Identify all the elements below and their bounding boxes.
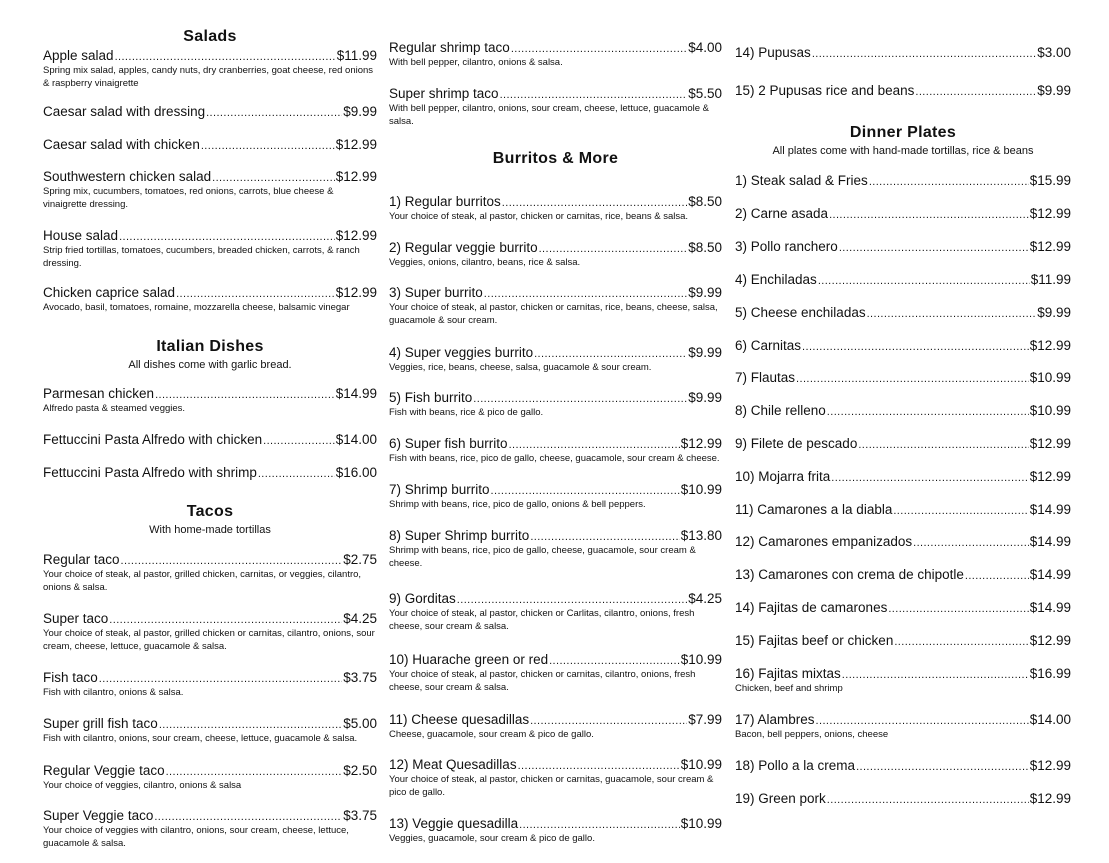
dot-leader (549, 652, 680, 667)
dot-leader (154, 808, 342, 823)
menu-item (735, 436, 1071, 451)
menu-item-line (735, 305, 1071, 320)
dot-leader (518, 757, 680, 772)
menu-item (735, 272, 1071, 287)
menu-item-line (43, 48, 377, 63)
menu-item-name: 19) Green pork (735, 791, 826, 806)
salads-heading: Salads (183, 28, 237, 45)
menu-item-line (389, 528, 722, 543)
menu-item-name: 14) Pupusas (735, 45, 811, 60)
menu-item (43, 808, 377, 850)
dot-leader (858, 436, 1028, 451)
menu-item-line (735, 534, 1071, 549)
menu-item-line (735, 272, 1071, 287)
menu-item-price: $9.99 (688, 345, 722, 360)
dot-leader (109, 611, 342, 626)
menu-item-price: $10.99 (680, 816, 722, 831)
menu-item (735, 83, 1071, 98)
menu-item (43, 169, 377, 211)
dot-leader (913, 534, 1029, 549)
menu-item (43, 285, 377, 314)
menu-item (389, 652, 722, 694)
dot-leader (827, 403, 1029, 418)
dot-leader (530, 712, 687, 727)
menu-item-price: $14.00 (335, 432, 377, 447)
menu-item-name: 16) Fajitas mixtas (735, 666, 841, 681)
menu-item-price: $12.99 (680, 436, 722, 451)
menu-item-line (389, 482, 722, 497)
menu-item-line (389, 652, 722, 667)
menu-item-name: Regular taco (43, 552, 120, 567)
menu-item-name: 14) Fajitas de camarones (735, 600, 888, 615)
menu-item-description: Chicken, beef and shrimp (735, 683, 843, 694)
dinner-heading: Dinner Plates (849, 124, 957, 141)
dot-leader (500, 86, 688, 101)
menu-item-name: 18) Pollo a la crema (735, 758, 856, 773)
menu-item-line (735, 45, 1071, 60)
menu-item (389, 390, 722, 419)
menu-item-name: 4) Enchiladas (735, 272, 817, 287)
menu-item-price: $12.99 (1029, 436, 1071, 451)
menu-item-description: With bell pepper, cilantro, onions, sour cream, cheese, lettuce, guacamole & salsa. (389, 103, 710, 127)
menu-item-description: Your choice of steak, al pastor, grilled chicken or carnitas, cilantro, onions, sour cream, cheese, lettuce, guacamole & salsa. (43, 628, 375, 652)
dot-leader (99, 670, 342, 685)
menu-item (735, 45, 1071, 60)
menu-item-name: 15) Fajitas beef or chicken (735, 633, 894, 648)
menu-item-price: $12.99 (335, 285, 377, 300)
menu-item-price: $13.80 (680, 528, 722, 543)
menu-item-name: 5) Fish burrito (389, 390, 473, 405)
menu-item-price: $10.99 (1029, 403, 1071, 418)
menu-item-price: $12.99 (1029, 239, 1071, 254)
menu-item-name: Caesar salad with chicken (43, 137, 200, 152)
menu-item-name: 1) Steak salad & Fries (735, 173, 868, 188)
menu-item (735, 173, 1071, 188)
menu-item-price: $12.99 (1029, 791, 1071, 806)
menu-item-name: Super grill fish taco (43, 716, 158, 731)
menu-item-description: Your choice of steak, al pastor, chicken or carnitas, guacamole, sour cream & pico de gallo. (389, 774, 714, 798)
menu-item-description: Your choice of steak, al pastor, chicken or carnitas, rice, beans & salsa. (389, 211, 689, 222)
menu-item-price: $16.99 (1029, 666, 1071, 681)
menu-item (735, 305, 1071, 320)
dot-leader (816, 712, 1029, 727)
menu-item-price: $4.25 (688, 591, 722, 606)
menu-item-name: 17) Alambres (735, 712, 815, 727)
dot-leader (509, 436, 680, 451)
dot-leader (856, 758, 1029, 773)
menu-item (389, 528, 722, 570)
menu-item-name: Super Veggie taco (43, 808, 154, 823)
menu-item-line (43, 763, 377, 778)
tacos-heading: Tacos (186, 503, 234, 520)
dot-leader (201, 137, 335, 152)
menu-item-description: Spring mix, cucumbers, tomatoes, red onions, carrots, blue cheese & vinaigrette dressing. (43, 186, 334, 210)
menu-item-price: $9.99 (688, 285, 722, 300)
menu-item-price: $9.99 (1037, 305, 1071, 320)
menu-item-line (735, 633, 1071, 648)
menu-item-line (389, 345, 722, 360)
menu-item-name: 7) Shrimp burrito (389, 482, 490, 497)
menu-item (43, 432, 377, 447)
menu-item-price: $9.99 (688, 390, 722, 405)
menu-item-price: $16.00 (335, 465, 377, 480)
dot-leader (519, 816, 680, 831)
menu-item-name: 8) Super Shrimp burrito (389, 528, 530, 543)
menu-item-price: $14.99 (1029, 534, 1071, 549)
dot-leader (839, 239, 1029, 254)
menu-item-line (389, 40, 722, 55)
menu-item (43, 137, 377, 152)
menu-item-price: $4.25 (343, 611, 377, 626)
menu-item (389, 285, 722, 327)
menu-item-price: $5.50 (688, 86, 722, 101)
menu-item-line (389, 757, 722, 772)
menu-item-description: Shrimp with beans, rice, pico de gallo, onions & bell peppers. (389, 499, 646, 510)
menu-item-description: Fish with beans, rice, pico de gallo, cheese, guacamole, sour cream & cheese. (389, 453, 720, 464)
menu-item-line (43, 808, 377, 823)
italian-heading-block (43, 338, 377, 371)
menu-item-name: 11) Camarones a la diabla (735, 502, 893, 517)
menu-item-name: Fettuccini Pasta Alfredo with shrimp (43, 465, 257, 480)
menu-item-price: $12.99 (1029, 469, 1071, 484)
menu-item-name: Fettuccini Pasta Alfredo with chicken (43, 432, 263, 447)
menu-item-price: $12.99 (1029, 758, 1071, 773)
menu-item-name: 10) Huarache green or red (389, 652, 549, 667)
menu-item-price: $2.75 (343, 552, 377, 567)
salads-heading-block (43, 28, 377, 46)
menu-item-line (389, 436, 722, 451)
italian-subtitle: All dishes come with garlic bread. (128, 359, 292, 371)
menu-item (735, 600, 1071, 615)
dot-leader (842, 666, 1029, 681)
menu-item-description: Bacon, bell peppers, onions, cheese (735, 729, 889, 740)
menu-item-price: $15.99 (1029, 173, 1071, 188)
menu-item-name: Chicken caprice salad (43, 285, 176, 300)
dot-leader (796, 370, 1029, 385)
menu-item-price: $12.99 (1029, 633, 1071, 648)
dot-leader (115, 48, 336, 63)
menu-item-line (735, 600, 1071, 615)
menu-item (735, 758, 1071, 773)
dot-leader (206, 104, 342, 119)
menu-item-price: $8.50 (688, 240, 722, 255)
menu-item-line (43, 386, 377, 401)
menu-item-name: 7) Flautas (735, 370, 796, 385)
menu-item-description: Your choice of steak, al pastor, chicken or Carlitas, cilantro, onions, fresh cheese, sour cream & salsa. (389, 608, 695, 632)
menu-item (389, 345, 722, 374)
menu-item-line (43, 169, 377, 184)
menu-item-line (735, 567, 1071, 582)
menu-item-line (735, 502, 1071, 517)
menu-item-name: 1) Regular burritos (389, 194, 501, 209)
menu-item-price: $7.99 (688, 712, 722, 727)
dot-leader (827, 791, 1029, 806)
menu-item-price: $14.00 (1029, 712, 1071, 727)
menu-item-line (43, 716, 377, 731)
menu-item-name: 15) 2 Pupusas rice and beans (735, 83, 915, 98)
menu-item-line (43, 137, 377, 152)
menu-item-line (389, 86, 722, 101)
menu-item-description: Alfredo pasta & steamed veggies. (43, 403, 186, 414)
menu-item (735, 502, 1071, 517)
menu-item-name: 12) Meat Quesadillas (389, 757, 517, 772)
menu-item-line (389, 194, 722, 209)
dot-leader (867, 305, 1037, 320)
menu-item-name: 6) Carnitas (735, 338, 802, 353)
menu-item-description: Your choice of steak, al pastor, chicken or carnitas, rice, beans, cheese, salsa, guacamole & sour cream. (389, 302, 718, 326)
dot-leader (915, 83, 1036, 98)
menu-item (43, 386, 377, 415)
menu-item-price: $5.00 (343, 716, 377, 731)
dot-leader (802, 338, 1029, 353)
menu-item (43, 763, 377, 792)
dot-leader (511, 40, 687, 55)
dot-leader (166, 763, 343, 778)
dot-leader (831, 469, 1028, 484)
menu-item (735, 712, 1071, 741)
menu-item (389, 40, 722, 69)
menu-item-name: Fish taco (43, 670, 98, 685)
menu-item-name: 12) Camarones empanizados (735, 534, 913, 549)
menu-item-line (735, 173, 1071, 188)
menu-item-line (735, 338, 1071, 353)
menu-item-name: 9) Filete de pescado (735, 436, 858, 451)
menu-item-line (735, 83, 1071, 98)
menu-item (735, 534, 1071, 549)
menu-item-description: With bell pepper, cilantro, onions & salsa. (389, 57, 563, 68)
dot-leader (893, 502, 1028, 517)
menu-item (43, 228, 377, 270)
menu-item (735, 370, 1071, 385)
menu-item (43, 670, 377, 699)
menu-item-description: Your choice of veggies, cilantro, onions & salsa (43, 780, 242, 791)
dot-leader (491, 482, 680, 497)
menu-item-line (43, 432, 377, 447)
menu-item-name: Super shrimp taco (389, 86, 499, 101)
menu-item-description: Avocado, basil, tomatoes, romaine, mozzarella cheese, balsamic vinegar (43, 302, 350, 313)
menu-item-line (43, 228, 377, 243)
menu-item (735, 791, 1071, 806)
menu-item (735, 239, 1071, 254)
menu-item-line (735, 403, 1071, 418)
menu-item-price: $14.99 (335, 386, 377, 401)
menu-item-price: $12.99 (1029, 338, 1071, 353)
dot-leader (176, 285, 335, 300)
menu-item-line (735, 712, 1071, 727)
menu-item-line (389, 591, 722, 606)
menu-item-description: Spring mix salad, apples, candy nuts, dry cranberries, goat cheese, red onions & raspberry vinaigrette (43, 65, 374, 89)
menu-item-price: $10.99 (1029, 370, 1071, 385)
menu-item (735, 469, 1071, 484)
menu-item (735, 338, 1071, 353)
burritos-heading-block (389, 150, 722, 168)
menu-item-price: $11.99 (336, 48, 377, 63)
menu-item-name: 13) Camarones con crema de chipotle (735, 567, 964, 582)
menu-item-description: Shrimp with beans, rice, pico de gallo, cheese, guacamole, sour cream & cheese. (389, 545, 696, 569)
tacos-subtitle: With home-made tortillas (149, 524, 271, 536)
dot-leader (539, 240, 688, 255)
menu-item (43, 552, 377, 594)
menu-item-description: Strip fried tortillas, tomatoes, cucumbers, breaded chicken, carrots, & ranch dressing. (43, 245, 360, 269)
dot-leader (457, 591, 687, 606)
menu-item-line (735, 206, 1071, 221)
italian-heading: Italian Dishes (156, 338, 264, 355)
menu-item (43, 465, 377, 480)
menu-item-price: $9.99 (343, 104, 377, 119)
menu-item-price: $12.99 (335, 228, 377, 243)
menu-item-price: $14.99 (1029, 567, 1071, 582)
menu-item-line (389, 240, 722, 255)
menu-item-line (735, 370, 1071, 385)
dot-leader (258, 465, 335, 480)
dot-leader (119, 228, 335, 243)
menu-item (735, 567, 1071, 582)
menu-item-description: Your choice of steak, al pastor, grilled chicken, carnitas, or veggies, cilantro, onions & salsa. (43, 569, 362, 593)
menu-item (389, 757, 722, 799)
menu-item (735, 666, 1071, 695)
menu-item (735, 206, 1071, 221)
menu-item-name: 10) Mojarra frita (735, 469, 831, 484)
menu-item (389, 194, 722, 223)
menu-item-price: $11.99 (1030, 272, 1071, 287)
menu-item-price: $12.99 (335, 169, 377, 184)
menu-item (389, 482, 722, 511)
menu-item-line (735, 239, 1071, 254)
menu-item-price: $8.50 (688, 194, 722, 209)
dinner-heading-block (735, 124, 1071, 157)
menu-item-name: 3) Super burrito (389, 285, 483, 300)
menu-item (389, 86, 722, 128)
menu-item-line (43, 552, 377, 567)
menu-item (43, 611, 377, 653)
menu-item-line (389, 390, 722, 405)
dot-leader (888, 600, 1028, 615)
menu-item (43, 48, 377, 90)
menu-item-name: 2) Carne asada (735, 206, 829, 221)
menu-item-line (735, 666, 1071, 681)
menu-item-line (389, 285, 722, 300)
dot-leader (159, 716, 342, 731)
menu-item-price: $3.75 (343, 670, 377, 685)
menu-item-name: 11) Cheese quesadillas (389, 712, 530, 727)
menu-item-price: $10.99 (680, 482, 722, 497)
menu-item-line (389, 816, 722, 831)
dot-leader (869, 173, 1029, 188)
menu-item-line (43, 670, 377, 685)
dot-leader (155, 386, 335, 401)
menu-item-price: $4.00 (688, 40, 722, 55)
dot-leader (484, 285, 687, 300)
menu-item-description: Your choice of veggies with cilantro, onions, sour cream, cheese, lettuce, guacamole & salsa. (43, 825, 349, 849)
dot-leader (530, 528, 679, 543)
menu-item (43, 104, 377, 119)
menu-item-name: Regular shrimp taco (389, 40, 510, 55)
menu-item (735, 403, 1071, 418)
menu-item-price: $10.99 (680, 652, 722, 667)
dot-leader (812, 45, 1036, 60)
menu-item-name: 13) Veggie quesadilla (389, 816, 519, 831)
menu-item-line (43, 285, 377, 300)
menu-item (389, 712, 722, 741)
menu-item-description: Veggies, onions, cilantro, beans, rice & salsa. (389, 257, 581, 268)
menu-item-price: $2.50 (343, 763, 377, 778)
menu-item-line (43, 465, 377, 480)
menu-item-price: $12.99 (335, 137, 377, 152)
menu-item-price: $3.75 (343, 808, 377, 823)
dot-leader (212, 169, 335, 184)
menu-item-name: 9) Gorditas (389, 591, 456, 606)
menu-item-name: Caesar salad with dressing (43, 104, 206, 119)
menu-item-name: 3) Pollo ranchero (735, 239, 838, 254)
menu-item-description: Your choice of steak, al pastor, chicken or carnitas, cilantro, onions, fresh cheese, sour cream & salsa. (389, 669, 696, 693)
menu-item (389, 591, 722, 633)
menu-item (735, 633, 1071, 648)
menu-item-line (735, 469, 1071, 484)
dot-leader (829, 206, 1029, 221)
menu-item-description: Veggies, guacamole, sour cream & pico de gallo. (389, 833, 595, 844)
menu-item-line (43, 104, 377, 119)
dot-leader (121, 552, 343, 567)
menu-item (389, 436, 722, 465)
dot-leader (502, 194, 687, 209)
menu-item-line (735, 436, 1071, 451)
menu-item-name: Southwestern chicken salad (43, 169, 212, 184)
menu-item-price: $10.99 (680, 757, 722, 772)
menu-item-name: Apple salad (43, 48, 114, 63)
menu-item (43, 716, 377, 745)
dot-leader (534, 345, 687, 360)
menu-item-price: $14.99 (1029, 502, 1071, 517)
tacos-heading-block (43, 503, 377, 536)
menu-item (389, 816, 722, 845)
menu-item-name: House salad (43, 228, 119, 243)
menu-item-price: $3.00 (1037, 45, 1071, 60)
menu-item-description: Veggies, rice, beans, cheese, salsa, guacamole & sour cream. (389, 362, 652, 373)
dinner-subtitle: All plates come with hand-made tortillas, rice & beans (772, 145, 1034, 157)
dot-leader (473, 390, 687, 405)
menu-item-name: 5) Cheese enchiladas (735, 305, 866, 320)
menu-item-description: Cheese, guacamole, sour cream & pico de gallo. (389, 729, 594, 740)
menu-item-price: $14.99 (1029, 600, 1071, 615)
menu-item-name: 4) Super veggies burrito (389, 345, 534, 360)
menu-item-line (43, 611, 377, 626)
menu-item (389, 240, 722, 269)
menu-item-name: 8) Chile relleno (735, 403, 826, 418)
menu-item-line (735, 758, 1071, 773)
menu-item-price: $12.99 (1029, 206, 1071, 221)
menu-item-description: Fish with cilantro, onions, sour cream, cheese, lettuce, guacamole & salsa. (43, 733, 358, 744)
dot-leader (965, 567, 1029, 582)
menu-item-description: Fish with cilantro, onions & salsa. (43, 687, 184, 698)
menu-item-description: Fish with beans, rice & pico de gallo. (389, 407, 544, 418)
menu-item-line (389, 712, 722, 727)
menu-item-name: Parmesan chicken (43, 386, 155, 401)
dot-leader (263, 432, 335, 447)
dot-leader (894, 633, 1028, 648)
dot-leader (818, 272, 1030, 287)
menu-item-price: $9.99 (1037, 83, 1071, 98)
burritos-heading: Burritos & More (492, 150, 619, 167)
menu-item-name: Regular Veggie taco (43, 763, 165, 778)
menu-item-name: 6) Super fish burrito (389, 436, 508, 451)
menu-item-name: 2) Regular veggie burrito (389, 240, 538, 255)
menu-item-name: Super taco (43, 611, 109, 626)
menu-item-line (735, 791, 1071, 806)
